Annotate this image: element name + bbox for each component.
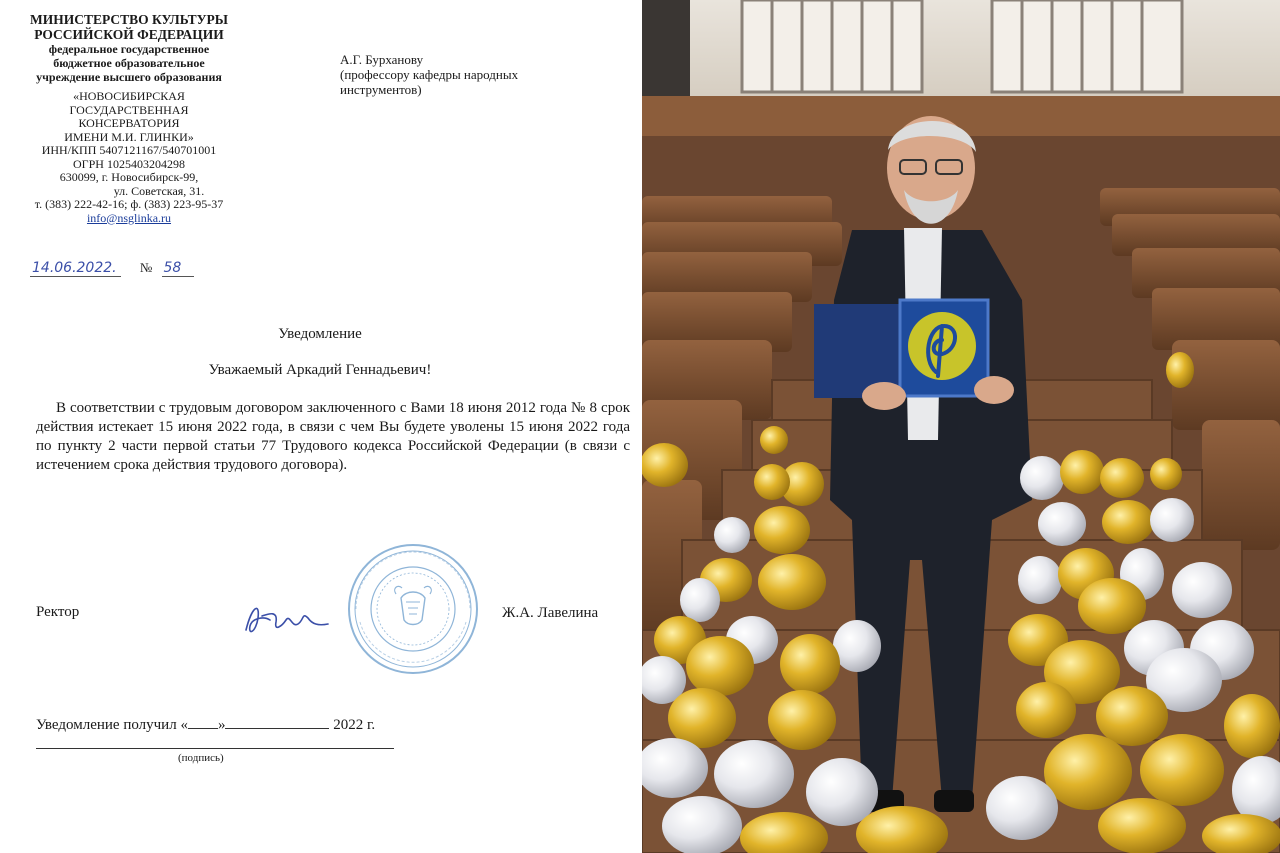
- ogrn: ОГРН 1025403204298: [73, 156, 185, 171]
- postal-address-line-2: ул. Советская, 31.: [113, 183, 205, 198]
- handwritten-signature-icon: [238, 596, 334, 645]
- treble-clef-award-icon: [814, 300, 1014, 410]
- addressee-block: [340, 52, 570, 97]
- institution-name-line-3: КОНСЕРВАТОРИЯ: [78, 116, 180, 130]
- postal-address-line-1: 630099, г. Новосибирск-99,: [59, 170, 199, 184]
- email-link[interactable]: info@nsglinka.ru: [86, 210, 172, 225]
- number-label: №: [139, 260, 153, 275]
- phone-fax: т. (383) 222-42-16; ф. (383) 223-95-37: [34, 197, 224, 211]
- addressee-position-line-1: (профессору кафедры народных: [340, 67, 519, 82]
- org-letterhead: [18, 12, 240, 225]
- receipt-prefix: Уведомление получил «: [36, 717, 188, 733]
- institution-name-line-4: ИМЕНИ М.И. ГЛИНКИ»: [64, 129, 194, 144]
- ministry-line-1: МИНИСТЕРСТВО КУЛЬТУРЫ: [29, 12, 229, 27]
- salutation: Уважаемый Аркадий Геннадьевич!: [208, 362, 432, 378]
- photo-scene: [642, 0, 1280, 853]
- institution-name-line-2: ГОСУДАРСТВЕННАЯ: [69, 102, 189, 117]
- addressee-position-line-2: инструментов): [340, 82, 422, 97]
- signatory-name: Ж.А. Лавелина: [502, 605, 599, 621]
- inn-kpp: ИНН/КПП 5407121167/540701001: [41, 143, 217, 157]
- institution-type-line-2: бюджетное образовательное: [53, 56, 205, 70]
- institution-name-line-1: «НОВОСИБИРСКАЯ: [73, 89, 185, 103]
- signatory-role: Ректор: [36, 604, 80, 620]
- handwritten-number: 58: [162, 260, 194, 277]
- institution-type-line-3: учреждение высшего образования: [36, 70, 222, 84]
- receipt-mid: »: [217, 717, 226, 733]
- receipt-year: 2022 г.: [329, 717, 376, 733]
- date-number-line: [30, 260, 194, 277]
- round-seal-icon: [346, 542, 480, 681]
- signature-line: [36, 748, 394, 749]
- institution-type-line-1: федеральное государственное: [48, 42, 210, 56]
- signature-caption: (подпись): [178, 752, 224, 764]
- handwritten-date: 14.06.2022.: [30, 260, 121, 277]
- notice-body-text: В соответствии с трудовым договором заключенного с Вами 18 июня 2012 года № 8 срок действия истекает 15 июня 2022 года, в связи с чем Вы будете уволены 15 июня 2022 года по пункту 2 части первой статьи 77 Трудового кодекса Российской Федерации (в связи с истечением срока действия трудового договора).: [36, 400, 630, 473]
- wall-screen: [642, 0, 690, 110]
- receipt-line: [36, 716, 375, 734]
- document-title: Уведомление: [278, 326, 362, 342]
- addressee-name: А.Г. Бурханову: [340, 52, 424, 67]
- photo-auditorium-with-award: [642, 0, 1280, 853]
- ministry-line-2: РОССИЙСКОЙ ФЕДЕРАЦИИ: [34, 27, 224, 42]
